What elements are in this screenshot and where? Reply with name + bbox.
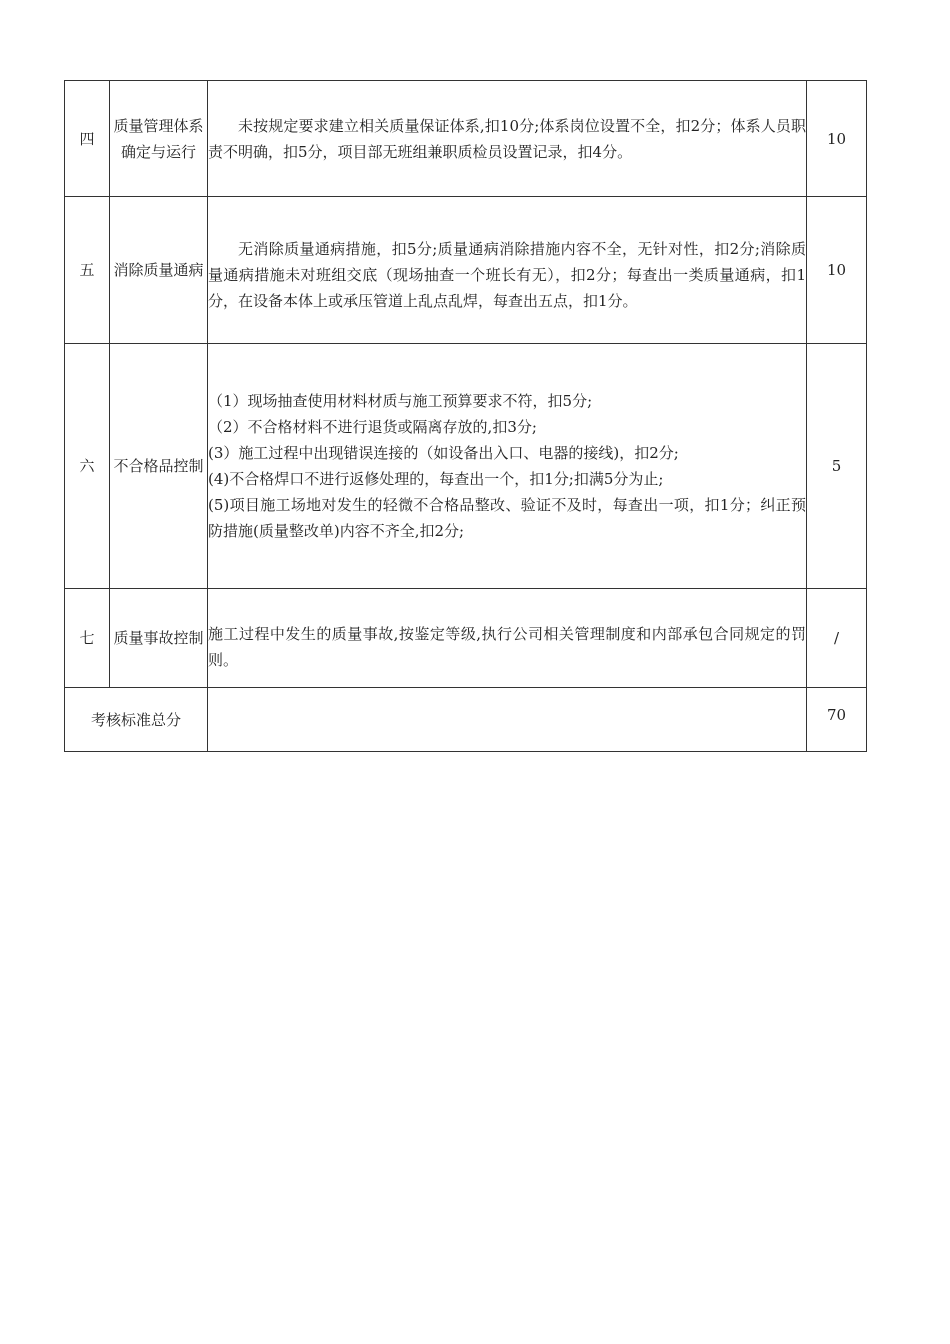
description-line: （2）不合格材料不进行退货或隔离存放的,扣3分;: [208, 418, 537, 436]
description-line: （1）现场抽查使用材料材质与施工预算要求不符，扣5分;: [208, 392, 593, 410]
total-label: 考核标准总分: [65, 688, 208, 752]
table-row: [65, 344, 867, 589]
description-line: (4)不合格焊口不进行返修处理的，每查出一个，扣1分;扣满5分为止;: [208, 470, 664, 488]
table-row: [65, 589, 867, 688]
row-item: 质量事故控制: [110, 589, 208, 688]
row-description: [208, 589, 807, 688]
row-item: 消除质量通病: [110, 197, 208, 344]
total-row: [65, 688, 867, 752]
row-score: 5: [807, 344, 867, 589]
row-item: 质量管理体系确定与运行: [110, 81, 208, 197]
row-number: 六: [65, 344, 110, 589]
description-line: (3）施工过程中出现错误连接的（如设备出入口、电器的接线)，扣2分;: [208, 444, 679, 462]
description-text: 无消除质量通病措施，扣5分;质量通病消除措施内容不全，无针对性，扣2分;消除质量通病措施未对班组交底（现场抽查一个班长有无），扣2分；每查出一类质量通病，扣1分，在设备本体上或承压管道上乱点乱焊，每查出五点，扣1分。: [208, 240, 806, 310]
row-score: 10: [807, 197, 867, 344]
description-text: 施工过程中发生的质量事故,按鉴定等级,执行公司相关管理制度和内部承包合同规定的罚则。: [208, 625, 806, 669]
row-number: 四: [65, 81, 110, 197]
total-score: 70: [807, 688, 867, 752]
total-description: [208, 688, 807, 752]
row-description: [208, 197, 807, 344]
table-row: [65, 197, 867, 344]
row-item: 不合格品控制: [110, 344, 208, 589]
row-score: 10: [807, 81, 867, 197]
row-description: [208, 81, 807, 197]
table-row: [65, 81, 867, 197]
description-line: (5)项目施工场地对发生的轻微不合格品整改、验证不及时，每查出一项，扣1分；纠正预防措施(质量整改单)内容不齐全,扣2分;: [208, 496, 806, 540]
assessment-table: [64, 80, 867, 752]
row-description: [208, 344, 807, 589]
row-number: 五: [65, 197, 110, 344]
description-text: 未按规定要求建立相关质量保证体系,扣10分;体系岗位设置不全，扣2分；体系人员职责不明确，扣5分，项目部无班组兼职质检员设置记录，扣4分。: [208, 116, 806, 161]
row-number: 七: [65, 589, 110, 688]
row-score: /: [807, 589, 867, 688]
